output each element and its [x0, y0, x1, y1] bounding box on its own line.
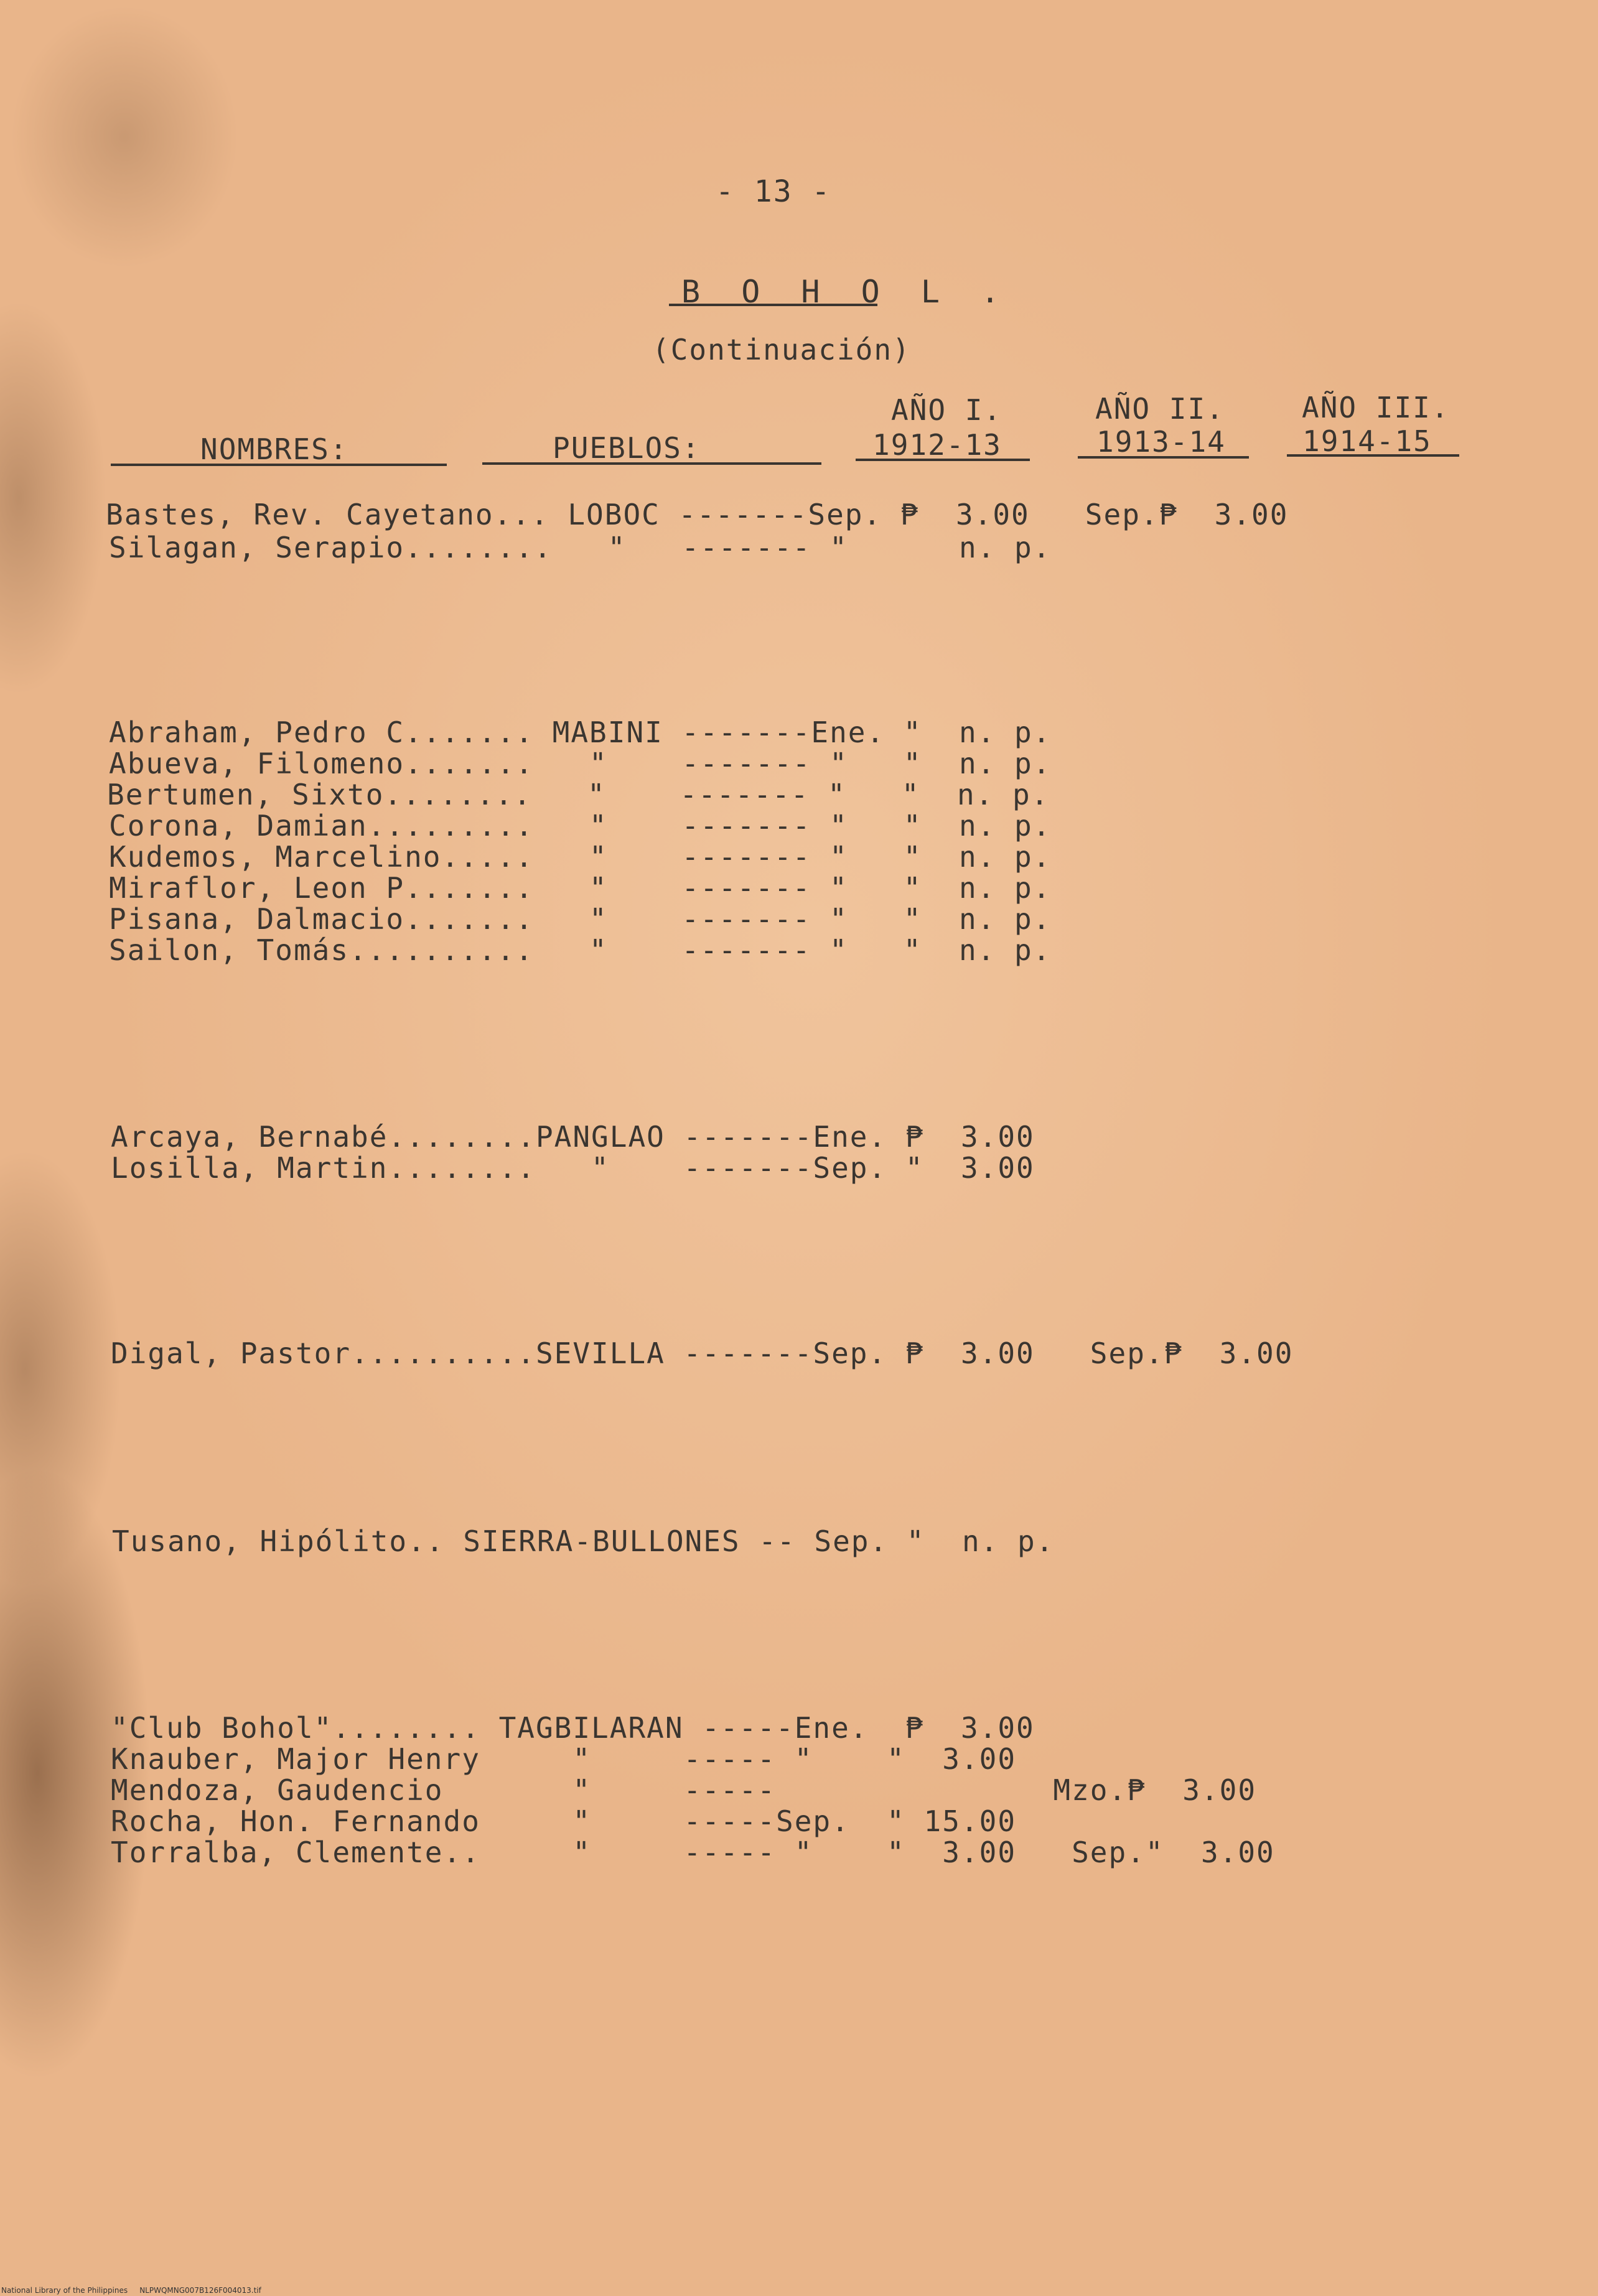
table-row: Abueva, Filomeno....... " ------- " " n. p. — [109, 747, 1052, 780]
table-row: Sailon, Tomás.......... " ------- " " n. p. — [109, 933, 1052, 967]
title-underline — [669, 304, 877, 306]
table-row: Corona, Damian......... " ------- " " n. p. — [109, 809, 1052, 842]
table-row: Mendoza, Gaudencio " ----- Mzo.₱ 3.00 — [111, 1773, 1257, 1807]
table-row: Arcaya, Bernabé........PANGLAO -------Ene. ₱ 3.00 — [111, 1120, 1035, 1154]
header-ano1: AÑO I. — [891, 393, 1002, 427]
header-ano1-years: 1912-13 — [872, 428, 1002, 462]
header-underline-nombres — [111, 464, 447, 466]
table-row: Kudemos, Marcelino..... " ------- " " n. p. — [109, 840, 1052, 874]
table-row: Torralba, Clemente.. " ----- " " 3.00 Sep." 3.00 — [111, 1836, 1275, 1869]
document-subtitle: (Continuación) — [652, 333, 911, 366]
table-row: Rocha, Hon. Fernando " -----Sep. " 15.00 — [111, 1804, 1017, 1838]
table-row: Tusano, Hipólito.. SIERRA-BULLONES -- Sep. " n. p. — [112, 1524, 1055, 1558]
table-row: Losilla, Martin........ " -------Sep. " 3.00 — [111, 1151, 1035, 1185]
header-underline-ano3 — [1287, 454, 1459, 457]
table-row: "Club Bohol"........ TAGBILARAN -----Ene. ₱ 3.00 — [111, 1711, 1035, 1745]
table-row: Digal, Pastor..........SEVILLA -------Sep. ₱ 3.00 Sep.₱ 3.00 — [111, 1337, 1294, 1370]
table-row: Miraflor, Leon P....... " ------- " " n. p. — [109, 871, 1052, 905]
header-underline-ano1 — [856, 459, 1030, 461]
scan-footer: National Library of the Philippines NLPWQMNG007B126F004013.tif — [1, 2286, 261, 2295]
table-row: Abraham, Pedro C....... MABINI -------Ene. " n. p. — [109, 716, 1052, 749]
header-underline-pueblos — [482, 462, 821, 465]
header-nombres: NOMBRES: — [200, 432, 348, 466]
document-title: B O H O L . — [681, 274, 1011, 310]
header-ano3: AÑO III. — [1302, 391, 1450, 424]
header-ano3-years: 1914-15 — [1302, 424, 1432, 458]
header-ano2-years: 1913-14 — [1096, 425, 1226, 459]
table-row: Knauber, Major Henry " ----- " " 3.00 — [111, 1742, 1017, 1776]
header-pueblos: PUEBLOS: — [553, 431, 701, 465]
table-row: Bertumen, Sixto........ " ------- " " n. p. — [107, 778, 1050, 811]
table-row: Pisana, Dalmacio....... " ------- " " n. p. — [109, 902, 1052, 936]
header-ano2: AÑO II. — [1095, 392, 1225, 426]
header-underline-ano2 — [1078, 456, 1249, 459]
table-row: Silagan, Serapio........ " ------- " n. p. — [109, 531, 1052, 564]
table-row: Bastes, Rev. Cayetano... LOBOC -------Sep. ₱ 3.00 Sep.₱ 3.00 — [106, 498, 1289, 531]
page-number: - 13 - — [716, 174, 831, 209]
